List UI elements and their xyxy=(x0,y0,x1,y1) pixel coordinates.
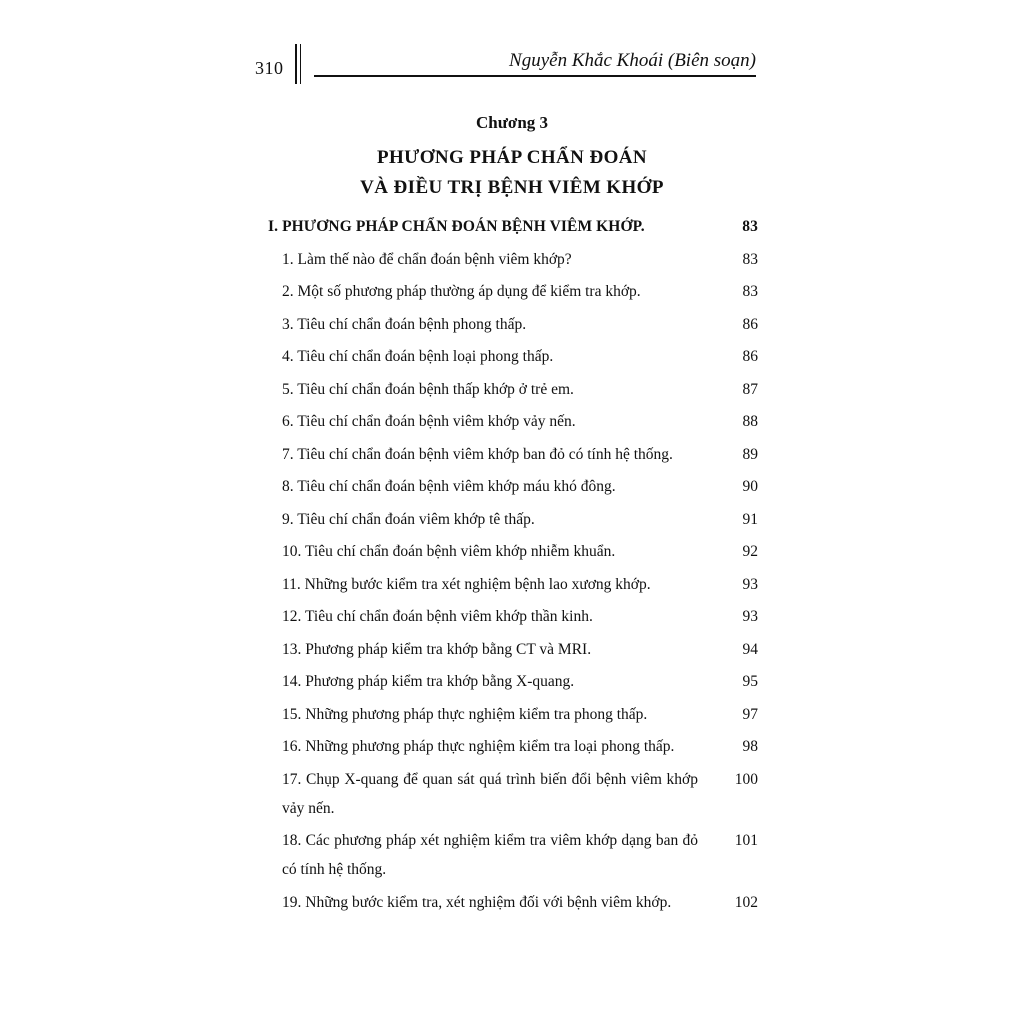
toc-item xyxy=(268,245,758,274)
toc-item-page: 95 xyxy=(742,673,758,690)
toc-item xyxy=(268,888,758,917)
header-rule xyxy=(314,75,756,77)
toc-item-title: 4. Tiêu chí chẩn đoán bệnh loại phong thấp. xyxy=(282,348,554,365)
toc-item-title: 13. Phương pháp kiểm tra khớp bằng CT và MRI. xyxy=(282,640,592,658)
toc-item xyxy=(268,765,758,823)
toc-item-title: 11. Những bước kiểm tra xét nghiệm bệnh lao xương khớp. xyxy=(282,575,651,593)
toc-item-page: 100 xyxy=(734,770,758,788)
toc-section-page: 83 xyxy=(742,218,758,235)
toc-item xyxy=(268,440,758,469)
page-number: 310 xyxy=(255,58,284,78)
toc-item-page: 87 xyxy=(742,380,758,398)
toc-item-title: 5. Tiêu chí chẩn đoán bệnh thấp khớp ở trẻ em. xyxy=(282,380,574,398)
toc-item-page: 88 xyxy=(742,413,758,430)
toc-item-title: 15. Những phương pháp thực nghiệm kiểm tra phong thấp. xyxy=(282,705,648,723)
toc-item-title: 7. Tiêu chí chẩn đoán bệnh viêm khớp ban đỏ có tính hệ thống. xyxy=(282,445,673,463)
chapter-title-line1: PHƯƠNG PHÁP CHẨN ĐOÁN xyxy=(377,147,647,168)
header-author: Nguyễn Khắc Khoái (Biên soạn) xyxy=(509,50,756,71)
table-of-contents xyxy=(268,212,758,920)
toc-item-page: 91 xyxy=(742,510,758,528)
chapter-label: Chương 3 xyxy=(475,113,549,132)
toc-item xyxy=(268,407,758,436)
toc-item xyxy=(268,602,758,631)
toc-item-title: 18. Các phương pháp xét nghiệm kiểm tra viêm khớp dạng ban đỏ có tính hệ thống. xyxy=(282,832,698,878)
toc-item-title: 14. Phương pháp kiểm tra khớp bằng X-quang. xyxy=(282,673,575,690)
toc-item-page: 97 xyxy=(742,705,758,723)
toc-item xyxy=(268,700,758,729)
toc-item-page: 101 xyxy=(734,832,758,849)
toc-item-title: 17. Chụp X-quang để quan sát quá trình biến đổi bệnh viêm khớp vảy nến. xyxy=(282,770,698,817)
toc-item xyxy=(268,505,758,534)
toc-item xyxy=(268,277,758,306)
toc-item-page: 89 xyxy=(742,445,758,463)
toc-item-page: 93 xyxy=(742,575,758,593)
toc-item-page: 90 xyxy=(742,478,758,495)
toc-item-title: 2. Một số phương pháp thường áp dụng để kiểm tra khớp. xyxy=(282,283,641,300)
toc-item xyxy=(268,472,758,501)
toc-item xyxy=(268,570,758,599)
toc-item xyxy=(268,537,758,566)
header-mark xyxy=(300,44,301,84)
toc-item-title: 1. Làm thế nào để chẩn đoán bệnh viêm khớp? xyxy=(282,250,572,268)
toc-item-title: 12. Tiêu chí chẩn đoán bệnh viêm khớp thần kinh. xyxy=(282,608,593,625)
toc-item-title: 16. Những phương pháp thực nghiệm kiểm tra loại phong thấp. xyxy=(282,738,675,755)
toc-item-title: 6. Tiêu chí chẩn đoán bệnh viêm khớp vảy nến. xyxy=(282,413,576,430)
toc-item xyxy=(268,732,758,761)
chapter-title-line2: VÀ ĐIỀU TRỊ BỆNH VIÊM KHỚP xyxy=(360,177,664,198)
toc-item-title: 19. Những bước kiểm tra, xét nghiệm đối với bệnh viêm khớp. xyxy=(282,893,672,911)
toc-item-page: 83 xyxy=(742,283,758,300)
toc-item-title: 9. Tiêu chí chẩn đoán viêm khớp tê thấp. xyxy=(282,510,535,528)
toc-item-page: 86 xyxy=(742,348,758,365)
toc-item-page: 86 xyxy=(742,315,758,333)
toc-item xyxy=(268,826,758,884)
toc-item xyxy=(268,635,758,664)
toc-item-page: 92 xyxy=(742,543,758,560)
toc-item-page: 102 xyxy=(734,893,758,911)
toc-item xyxy=(268,310,758,339)
toc-section xyxy=(268,212,758,241)
toc-item xyxy=(268,375,758,404)
toc-item-title: 10. Tiêu chí chẩn đoán bệnh viêm khớp nhiễm khuẩn. xyxy=(282,543,616,560)
header-mark xyxy=(295,44,297,84)
toc-item-title: 3. Tiêu chí chẩn đoán bệnh phong thấp. xyxy=(282,315,527,333)
toc-item xyxy=(268,342,758,371)
toc-section-title: I. PHƯƠNG PHÁP CHẨN ĐOÁN BỆNH VIÊM KHỚP. xyxy=(268,218,645,235)
toc-item-page: 98 xyxy=(742,738,758,755)
toc-item-title: 8. Tiêu chí chẩn đoán bệnh viêm khớp máu khó đông. xyxy=(282,478,616,495)
toc-item-page: 93 xyxy=(742,608,758,625)
toc-item xyxy=(268,667,758,696)
toc-item-page: 94 xyxy=(742,640,758,658)
toc-item-page: 83 xyxy=(742,250,758,268)
